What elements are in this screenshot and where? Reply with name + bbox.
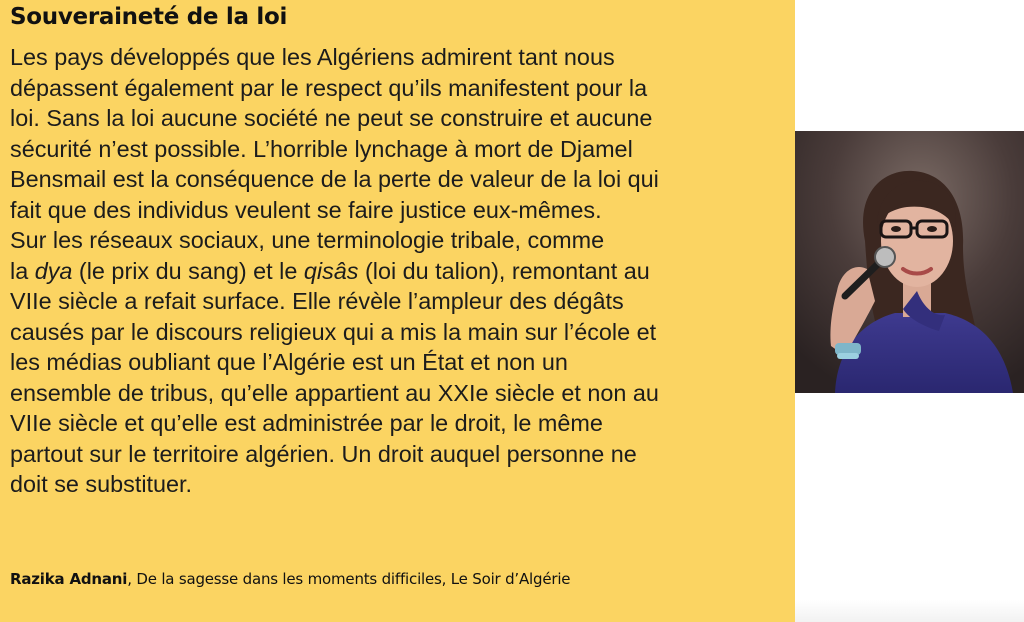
article-body — [10, 42, 790, 500]
citation-source: , De la sagesse dans les moments difficiles, Le Soir d’Algérie — [127, 570, 571, 588]
body-line: doit se substituer. — [10, 471, 193, 497]
body-line: dépassent également par le respect qu’ils manifestent pour la — [10, 74, 648, 101]
article-title: Souveraineté de la loi — [10, 4, 288, 30]
body-line: ensemble de tribus, qu’elle appartient au XXIe siècle et non au — [10, 379, 659, 406]
term-dya: dya — [34, 257, 73, 284]
body-line: Bensmail est la conséquence de la perte de valeur de la loi qui — [10, 166, 659, 192]
body-line: sécurité n’est possible. L’horrible lynchage à mort de Djamel — [10, 135, 633, 162]
body-line: loi. Sans la loi aucune société ne peut se construire et aucune — [10, 105, 653, 131]
body-line: les médias oubliant que l’Algérie est un État et non un — [10, 349, 568, 375]
body-line: Les pays développés que les Algériens admirent tant nous — [10, 44, 615, 70]
body-line: VIIe siècle a refait surface. Elle révèle l’ampleur des dégâts — [10, 288, 624, 314]
body-line: partout sur le territoire algérien. Un droit auquel personne ne — [10, 440, 637, 467]
body-text-segment: (loi du talion), remontant au — [358, 257, 650, 284]
body-text-segment: la — [10, 257, 35, 284]
citation-author: Razika Adnani — [10, 570, 128, 588]
body-line: VIIe siècle et qu’elle est administrée par le droit, le même — [10, 410, 603, 436]
body-line: causés par le discours religieux qui a mis la main sur l’école et — [10, 318, 657, 345]
portrait-photo — [795, 131, 1024, 393]
body-line-with-terms — [10, 256, 790, 287]
citation — [10, 570, 570, 588]
body-line: Sur les réseaux sociaux, une terminologie tribale, comme — [10, 227, 605, 253]
term-qisas: qisâs — [303, 257, 359, 284]
body-text-segment: (le prix du sang) et le — [72, 257, 304, 284]
portrait-illustration — [795, 131, 1024, 393]
body-line: fait que des individus veulent se faire justice eux-mêmes. — [10, 196, 602, 223]
bottom-strip — [795, 600, 1024, 622]
